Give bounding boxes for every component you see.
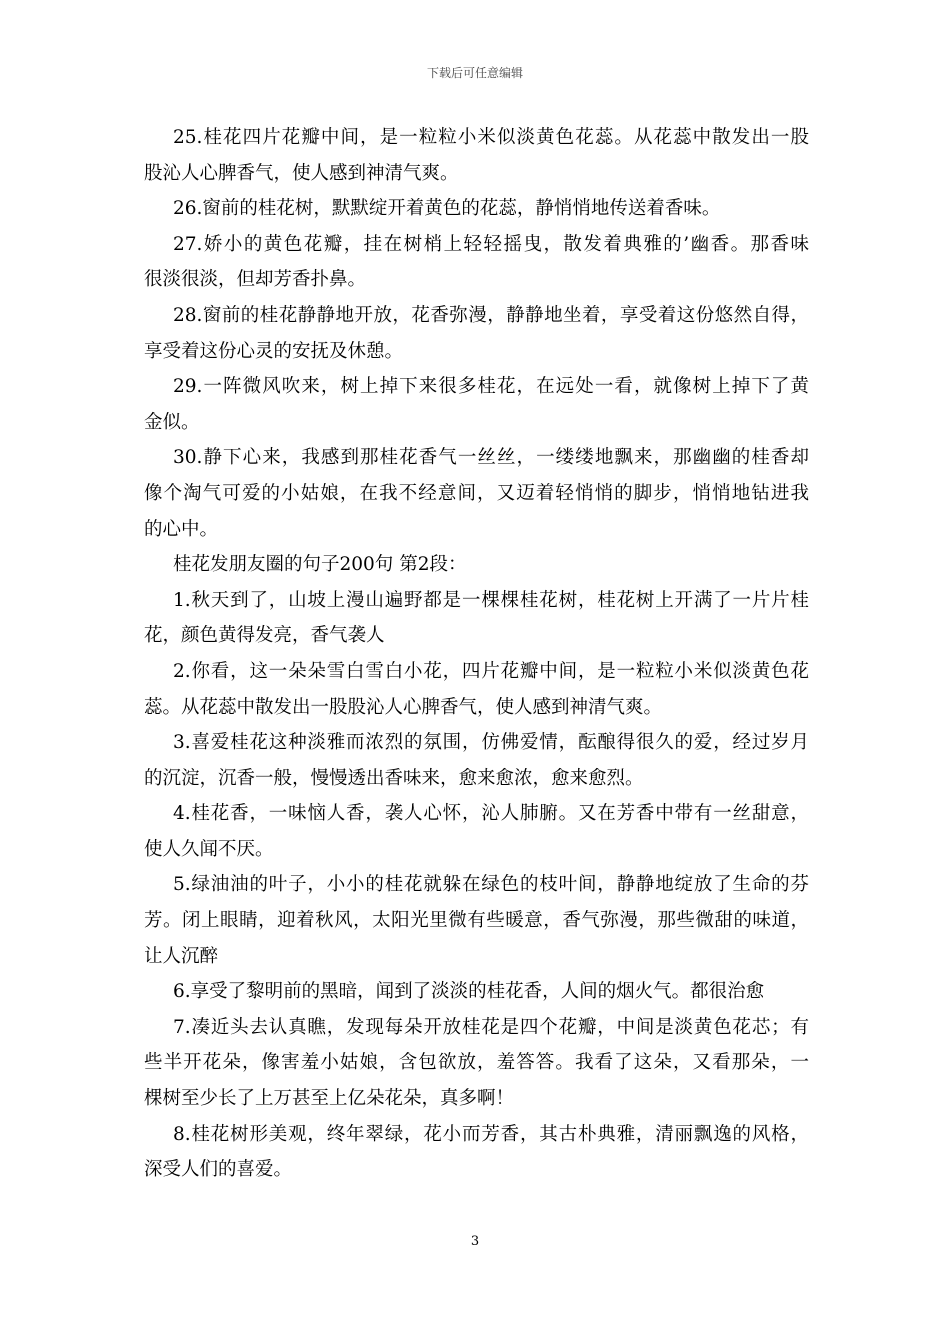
- text-line: 很淡很淡，但却芳香扑鼻。: [144, 269, 367, 291]
- text-line: 1.秋天到了，山坡上漫山遍野都是一棵棵桂花树，桂花树上开满了一片片桂: [173, 589, 809, 611]
- text-line: 26.窗前的桂花树，默默绽开着黄色的花蕊，静悄悄地传送着香味。: [173, 198, 721, 220]
- text-line: 29.一阵微风吹来，树上掉下来很多桂花，在远处一看，就像树上掉下了黄: [173, 376, 809, 398]
- text-line: 5.绿油油的叶子，小小的桂花就躲在绿色的枝叶间，静静地绽放了生命的芬: [173, 874, 809, 896]
- text-line: 28.窗前的桂花静静地开放，花香弥漫，静静地坐着，享受着这份悠然自得，: [173, 304, 809, 326]
- text-line: 8.桂花树形美观，终年翠绿，花小而芳香，其古朴典雅，清丽飘逸的风格，: [173, 1123, 809, 1145]
- text-line: 像个淘气可爱的小姑娘，在我不经意间，又迈着轻悄悄的脚步，悄悄地钻进我: [144, 482, 809, 504]
- text-line: 蕊。从花蕊中散发出一股股沁人心脾香气，使人感到神清气爽。: [144, 696, 663, 718]
- text-line: 4.桂花香，一味恼人香，袭人心怀，沁人肺腑。又在芳香中带有一丝甜意，: [173, 803, 809, 825]
- text-line: 3.喜爱桂花这种淡雅而浓烈的氛围，仿佛爱情，酝酿得很久的爱，经过岁月: [173, 732, 809, 754]
- text-line: 27.娇小的黄色花瓣，挂在树梢上轻轻摇曳，散发着典雅的’幽香。那香味: [173, 233, 809, 255]
- text-line: 6.享受了黎明前的黑暗，闻到了淡淡的桂花香，人间的烟火气。都很治愈: [173, 981, 765, 1003]
- text-line: 棵树至少长了上万甚至上亿朵花朵，真多啊！: [144, 1088, 515, 1110]
- text-line: 2.你看，这一朵朵雪白雪白小花，四片花瓣中间，是一粒粒小米似淡黄色花: [173, 660, 809, 682]
- page-number: 3: [470, 1234, 480, 1249]
- text-line: 使人久闻不厌。: [144, 838, 274, 860]
- text-line: 的沉淀，沉香一般，慢慢透出香味来，愈来愈浓，愈来愈烈。: [144, 767, 644, 789]
- text-line: 的心中。: [144, 518, 219, 540]
- text-line: 芳。闭上眼睛，迎着秋风，太阳光里微有些暖意，香气弥漫，那些微甜的味道，: [144, 910, 809, 932]
- text-line: 金似。: [144, 411, 200, 433]
- text-line: 25.桂花四片花瓣中间，是一粒粒小米似淡黄色花蕊。从花蕊中散发出一股: [173, 127, 809, 148]
- text-line: 桂花发朋友圈的句子200句 第2段：: [173, 554, 467, 576]
- text-line: 让人沉醉: [144, 945, 219, 967]
- text-line: 7.凑近头去认真瞧，发现每朵开放桂花是四个花瓣，中间是淡黄色花芯；有: [173, 1016, 809, 1038]
- text-line: 享受着这份心灵的安抚及休憩。: [144, 340, 404, 362]
- text-line: 花，颜色黄得发亮，香气袭人: [144, 625, 385, 647]
- text-line: 深受人们的喜爱。: [144, 1159, 293, 1181]
- document-body: [144, 120, 809, 1188]
- page-header: 下载后可任意编辑: [426, 66, 523, 80]
- text-line: 30.静下心来，我感到那桂花香气一丝丝，一缕缕地飘来，那幽幽的桂香却: [173, 447, 809, 469]
- text-line: 些半开花朵，像害羞小姑娘，含包欲放，羞答答。我看了这朵，又看那朵，一: [144, 1052, 809, 1074]
- text-line: 股沁人心脾香气，使人感到神清气爽。: [144, 162, 459, 184]
